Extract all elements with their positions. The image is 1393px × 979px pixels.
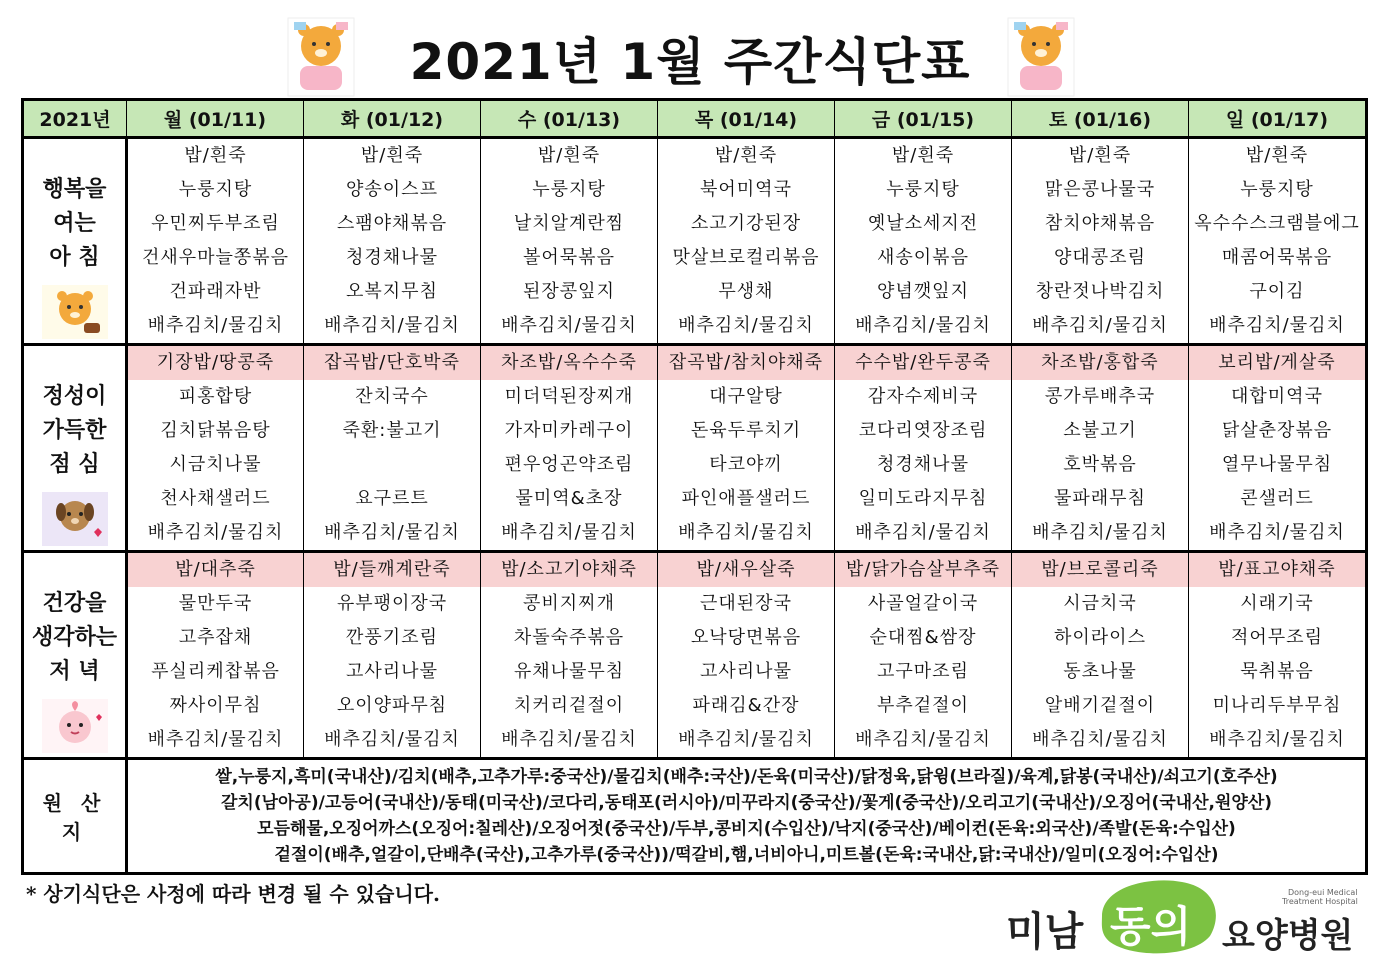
dish: 파래김&간장	[692, 695, 800, 716]
dish	[304, 448, 480, 482]
dish: 근대된장국	[700, 593, 792, 614]
dish: 파인애플샐러드	[681, 488, 811, 509]
lunch-label-cell	[23, 345, 127, 552]
dish: 김치닭볶음탕	[160, 420, 271, 441]
dish: 누룽지탕	[886, 179, 960, 200]
day-header-sat: 토 (01/16)	[1012, 100, 1189, 138]
dish: 밥/흰죽	[360, 145, 424, 166]
dish: 누룽지탕	[532, 179, 606, 200]
porridge-item: 잡곡밥/단호박죽	[304, 346, 480, 380]
dish: 밥/흰죽	[714, 145, 778, 166]
porridge-item: 차조밥/홍합죽	[1012, 346, 1188, 380]
dinner-thu	[658, 552, 835, 759]
dish: 짜사이무침	[169, 695, 262, 716]
dish: 동초나물	[1063, 661, 1137, 682]
dish: 배추김치/물김치	[1209, 522, 1345, 543]
origin-row	[23, 759, 1367, 874]
meal-label-line: 건강을	[42, 591, 107, 616]
breakfast-row	[23, 138, 1367, 345]
meal-label-line: 점 심	[49, 452, 100, 477]
lunch-sat	[1012, 345, 1189, 552]
dish: 배추김치/물김치	[324, 729, 460, 750]
porridge-item: 차조밥/옥수수죽	[481, 346, 657, 380]
day-header-tue: 화 (01/12)	[304, 100, 481, 138]
dish: 감자수제비국	[867, 386, 979, 407]
dish: 된장콩잎지	[523, 281, 615, 302]
lion-character-image	[38, 283, 112, 341]
dish: 부추겉절이	[877, 695, 969, 716]
dish: 배추김치/물김치	[147, 729, 284, 750]
dish: 푸실리케찹볶음	[151, 661, 280, 682]
dish: 가자미카레구이	[504, 420, 634, 441]
dish: 차돌숙주볶음	[513, 627, 625, 648]
day-header-fri: 금 (01/15)	[835, 100, 1012, 138]
logo-name-left: 미남	[1006, 909, 1084, 955]
logo-name-right: 요양병원	[1222, 916, 1354, 956]
footnote: * 상기식단은 사정에 따라 변경 될 수 있습니다.	[26, 882, 440, 906]
dish: 옛날소세지전	[867, 213, 979, 234]
hospital-logo	[1000, 872, 1370, 967]
dish: 물미역&초장	[515, 488, 623, 509]
lion-character-right-image	[1006, 16, 1076, 98]
day-header-thu: 목 (01/14)	[658, 100, 835, 138]
dish: 돈육두루치기	[690, 420, 802, 441]
dish: 참치야채볶음	[1044, 213, 1156, 234]
dish: 소불고기	[1063, 420, 1137, 441]
porridge-item: 밥/표고야채죽	[1189, 553, 1365, 587]
breakfast-tue	[304, 138, 481, 345]
dish: 고사리나물	[700, 661, 792, 682]
dinner-label-cell	[23, 552, 127, 759]
dish: 무생채	[718, 281, 774, 302]
logo-en-line1: Dong-eui Medical	[1288, 888, 1358, 897]
dish: 타코야끼	[709, 454, 783, 475]
header-row	[23, 100, 1367, 138]
dish: 잔치국수	[355, 386, 429, 407]
meal-label-line: 행복을	[42, 177, 107, 202]
breakfast-wed	[481, 138, 658, 345]
breakfast-label-cell	[23, 138, 127, 345]
year-header: 2021년	[23, 100, 127, 138]
title-area	[0, 0, 1393, 98]
dish: 호박볶음	[1063, 454, 1137, 475]
dish: 시금치나물	[169, 454, 262, 475]
dish: 북어미역국	[700, 179, 792, 200]
dish: 시금치국	[1063, 593, 1137, 614]
lunch-row	[23, 345, 1367, 552]
dish: 오복지무침	[346, 281, 438, 302]
porridge-item: 수수밥/완두콩죽	[835, 346, 1011, 380]
dish: 밥/흰죽	[1245, 145, 1309, 166]
dish: 코다리엿장조림	[858, 420, 988, 441]
dish: 콘샐러드	[1240, 488, 1314, 509]
lunch-thu	[658, 345, 835, 552]
dish: 대구알탕	[709, 386, 783, 407]
dish: 배추김치/물김치	[855, 522, 991, 543]
day-header-sun: 일 (01/17)	[1189, 100, 1367, 138]
dinner-row	[23, 552, 1367, 759]
dish: 적어무조림	[1231, 627, 1323, 648]
dish: 배추김치/물김치	[324, 522, 460, 543]
breakfast-sun	[1189, 138, 1367, 345]
dish: 배추김치/물김치	[147, 315, 284, 336]
dish: 배추김치/물김치	[1032, 315, 1168, 336]
dish: 밥/흰죽	[537, 145, 601, 166]
dish: 맑은콩나물국	[1044, 179, 1156, 200]
dish: 맛살브로컬리볶음	[672, 247, 820, 268]
porridge-item: 기장밥/땅콩죽	[128, 346, 303, 380]
dish: 배추김치/물김치	[501, 522, 637, 543]
meal-label-line: 정성이	[42, 384, 107, 409]
day-header-wed: 수 (01/13)	[481, 100, 658, 138]
dish: 치커리겉절이	[513, 695, 625, 716]
dish: 소고기강된장	[690, 213, 802, 234]
porridge-item: 밥/대추죽	[128, 553, 303, 587]
dish: 피홍합탕	[178, 386, 253, 407]
dish: 양대콩조림	[1054, 247, 1146, 268]
dish: 배추김치/물김치	[1032, 729, 1168, 750]
dish: 구이김	[1249, 281, 1305, 302]
logo-en-line2: Treatment Hospital	[1282, 897, 1358, 906]
dish: 물파래무침	[1054, 488, 1146, 509]
porridge-item: 잡곡밥/참치야채죽	[658, 346, 834, 380]
peach-character-image	[38, 697, 112, 755]
dish: 죽환:불고기	[342, 420, 442, 441]
dish: 스팸야채볶음	[336, 213, 448, 234]
dinner-fri	[835, 552, 1012, 759]
dish: 천사채샐러드	[160, 488, 271, 509]
porridge-item: 보리밥/게살죽	[1189, 346, 1365, 380]
dish: 배추김치/물김치	[1032, 522, 1168, 543]
dish: 콩비지찌개	[523, 593, 615, 614]
weekly-menu-table	[21, 98, 1368, 875]
dish: 미나리두부무침	[1212, 695, 1342, 716]
dish: 배추김치/물김치	[1209, 729, 1345, 750]
dish: 배추김치/물김치	[678, 729, 814, 750]
dish: 양념깻잎지	[877, 281, 969, 302]
dish: 청경채나물	[346, 247, 438, 268]
dish: 일미도라지무침	[858, 488, 988, 509]
dish: 하이라이스	[1054, 627, 1146, 648]
dish: 배추김치/물김치	[501, 315, 637, 336]
lunch-tue	[304, 345, 481, 552]
porridge-item: 밥/새우살죽	[658, 553, 834, 587]
dish: 볼어묵볶음	[523, 247, 615, 268]
dish: 닭살춘장볶음	[1221, 420, 1333, 441]
dish: 배추김치/물김치	[678, 522, 814, 543]
dish: 요구르트	[355, 488, 429, 509]
dish: 밥/흰죽	[1068, 145, 1132, 166]
dish: 시래기국	[1240, 593, 1314, 614]
dish: 열무나물무침	[1221, 454, 1333, 475]
dish: 배추김치/물김치	[678, 315, 814, 336]
dish: 매콤어묵볶음	[1221, 247, 1333, 268]
dish: 누룽지탕	[178, 179, 253, 200]
day-header-mon: 월 (01/11)	[127, 100, 304, 138]
lunch-wed	[481, 345, 658, 552]
logo-name-mid: 동의	[1110, 902, 1192, 951]
dinner-sun	[1189, 552, 1367, 759]
dish: 순대찜&쌈장	[869, 627, 977, 648]
dish: 청경채나물	[877, 454, 969, 475]
meal-label-line: 저 녁	[49, 659, 100, 684]
dinner-sat	[1012, 552, 1189, 759]
dish: 배추김치/물김치	[501, 729, 637, 750]
dish: 묵취볶음	[1240, 661, 1314, 682]
origin-line: 겉절이(배추,얼갈이,단배추(국산),고추가루(중국산))/떡갈비,햄,너비아니,미트볼(돈육:국내산,닭:국내산)/일미(오징어:수입산)	[274, 845, 1219, 865]
dish: 알배기겉절이	[1044, 695, 1156, 716]
dish: 새송이볶음	[877, 247, 969, 268]
dish: 사골얼갈이국	[867, 593, 979, 614]
dish: 양송이스프	[346, 179, 438, 200]
lunch-fri	[835, 345, 1012, 552]
breakfast-fri	[835, 138, 1012, 345]
breakfast-mon	[127, 138, 304, 345]
dish: 오이양파무침	[336, 695, 448, 716]
meal-label-line: 가득한	[42, 418, 107, 443]
dish: 건새우마늘쫑볶음	[141, 247, 290, 268]
dish: 미더덕된장찌개	[504, 386, 634, 407]
dish: 깐풍기조림	[346, 627, 438, 648]
dinner-mon	[127, 552, 304, 759]
dish: 우민찌두부조림	[151, 213, 280, 234]
dish: 배추김치/물김치	[855, 729, 991, 750]
dish: 누룽지탕	[1240, 179, 1314, 200]
dish: 배추김치/물김치	[855, 315, 991, 336]
dish: 고구마조림	[877, 661, 969, 682]
dish: 창란젓나박김치	[1035, 281, 1165, 302]
dinner-wed	[481, 552, 658, 759]
porridge-item: 밥/닭가슴살부추죽	[835, 553, 1011, 587]
porridge-item: 밥/소고기야채죽	[481, 553, 657, 587]
lunch-mon	[127, 345, 304, 552]
dog-character-image	[38, 490, 112, 548]
dish: 오낙당면볶음	[690, 627, 802, 648]
dish: 대합미역국	[1231, 386, 1323, 407]
dish: 유채나물무침	[513, 661, 625, 682]
dish: 유부팽이장국	[336, 593, 448, 614]
dish: 고사리나물	[346, 661, 438, 682]
origin-label: 원 산 지	[23, 759, 127, 874]
meal-label-line: 아 침	[49, 245, 100, 270]
dish: 밥/흰죽	[891, 145, 955, 166]
dish: 배추김치/물김치	[324, 315, 460, 336]
porridge-item: 밥/브로콜리죽	[1012, 553, 1188, 587]
lion-character-left-image	[286, 16, 356, 98]
breakfast-sat	[1012, 138, 1189, 345]
breakfast-thu	[658, 138, 835, 345]
dish: 콩가루배추국	[1044, 386, 1156, 407]
meal-label-line: 여는	[53, 211, 96, 236]
origin-line: 쌀,누룽지,흑미(국내산)/김치(배추,고추가루:중국산)/물김치(배추:국산)/돈육(미국산)/닭정육,닭윙(브라질)/육계,닭봉(국내산)/쇠고기(호주산)	[215, 767, 1278, 787]
dinner-tue	[304, 552, 481, 759]
origin-info-cell	[127, 759, 1367, 874]
meal-label-line: 생각하는	[31, 625, 117, 650]
dish: 고추잡채	[178, 627, 253, 648]
origin-line: 갈치(남아공)/고등어(국내산)/동태(미국산)/코다리,동태포(러시아)/미꾸라지(중국산)/꽃게(중국산)/오리고기(국내산)/오징어(국내산,원양산)	[220, 793, 1273, 813]
dish: 물만두국	[178, 593, 253, 614]
dish: 배추김치/물김치	[147, 522, 284, 543]
dish: 밥/흰죽	[184, 145, 247, 166]
dish: 편우엉곤약조림	[504, 454, 634, 475]
origin-line: 모듬해물,오징어까스(오징어:칠레산)/오징어젓(중국산)/두부,콩비지(수입산)/낙지(중국산)/베이컨(돈육:외국산)/족발(돈육:수입산)	[257, 819, 1236, 839]
dish: 건파래자반	[169, 281, 262, 302]
lunch-sun	[1189, 345, 1367, 552]
page-title: 2021년 1월 주간식단표	[409, 33, 971, 91]
dish: 옥수수스크램블에그	[1194, 213, 1360, 234]
porridge-item: 밥/들깨계란죽	[304, 553, 480, 587]
dish: 날치알계란찜	[513, 213, 625, 234]
dish: 배추김치/물김치	[1209, 315, 1345, 336]
